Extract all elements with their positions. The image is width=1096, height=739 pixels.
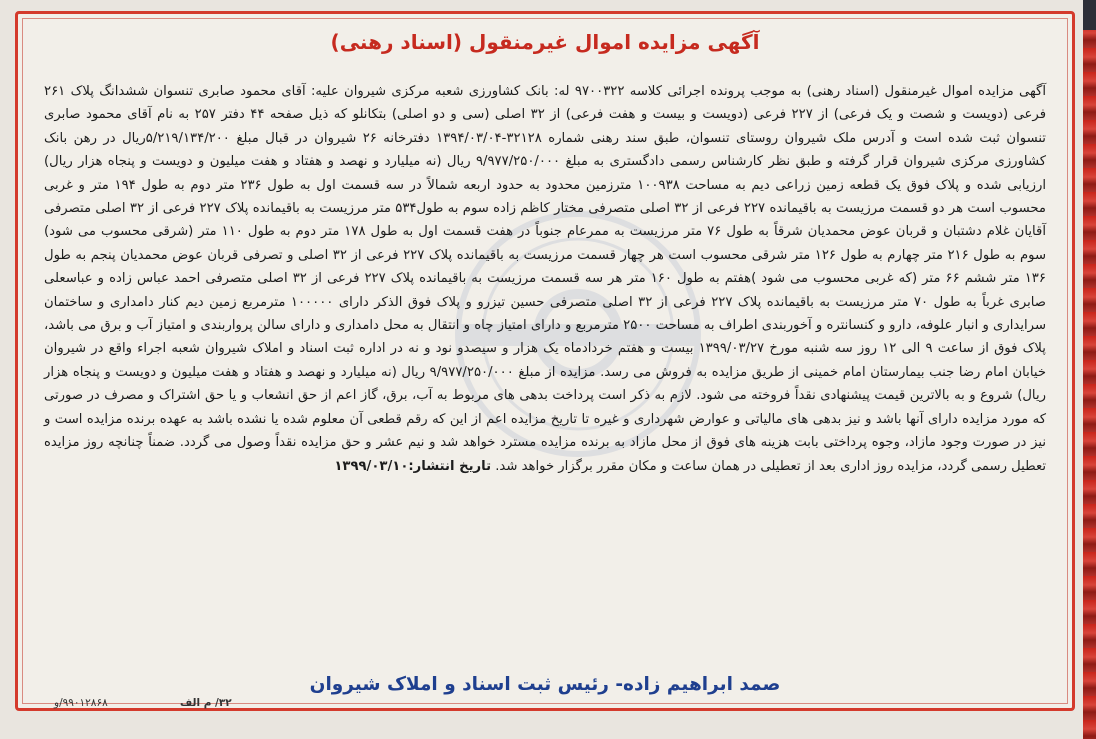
auction-notice	[15, 11, 1075, 711]
publication-date-label: تاریخ انتشار:	[408, 458, 492, 474]
notice-signature: صمد ابراهیم زاده- رئیس ثبت اسناد و املاک شیروان	[309, 674, 781, 695]
notice-title: آگهی مزایده اموال غیرمنقول (اسناد رهنی)	[330, 30, 760, 54]
adjacent-ad-edge-top	[1083, 0, 1096, 30]
notice-body	[44, 80, 1046, 478]
notice-body-text: آگهی مزایده اموال غیرمنقول (اسناد رهنی) به موجب پرونده اجرائی کلاسه ۹۷۰۰۳۲۲ له: بانک کشاورزی شعبه مرکزی شیروان علیه: آقای محمود صابری تنسوان ششدانگ پلاک ۲۶۱ فرعی (دویست و شصت و یک فرعی) از ۲۲۷ فرعی (دویست و بیست و هفت فرعی) از ۳۲ اصلی (سی و دو اصلی) بتکانلو که ذیل صفحه ۴۴ دفتر ۲۵۷ به نام آقای محمود صابری تنسوان ثبت شده است و آدرس ملک شیروان روستای تنسوان، طبق سند رهنی شماره ۳۲۱۲۸-۱۳۹۴/۰۳/۰۴ دفترخانه ۲۶ شیروان در قبال مبلغ ۵/۲۱۹/۱۳۴/۲۰۰ریال در رهن بانک کشاورزی مرکزی شیروان قرار گرفته و طبق نظر کارشناس رسمی دادگستری به مبلغ ۹/۹۷۷/۲۵۰/۰۰۰ ریال (نه میلیارد و نهصد و هفتاد و هفت میلیون و دویست و پنجاه هزار ریال) ارزیابی شده و پلاک فوق یک قطعه زمین زراعی دیم به مساحت ۱۰۰۹۳۸ مترزمین محدود به حدود اربعه شمالاً در سه قسمت اول به طول ۲۳۶ متر دوم به طول ۱۹۴ متر و غربی محسوب است هر دو قسمت مرزیست به باقیمانده ۲۲۷ فرعی از ۳۲ اصلی متصرفی مختار کاظم زاده سوم به طول۵۳۴ متر مرزیست به باقیمانده پلاک ۲۲۷ فرعی از ۳۲ اصلی متصرفی آقایان غلام دشتبان و قربان عوض محمدیان شرقاً به طول ۷۶ متر مرزیست به ممرعام جنوباً در هفت قسمت اول به طول ۱۷۸ متر دوم به طول ۱۱۰ متر (شرقی محسوب می شود) سوم به طول ۲۱۶ متر چهارم به طول ۱۲۶ متر شرقی محسوب است هر چهار قسمت مرزیست به باقیمانده پلاک ۲۲۷ فرعی از ۳۲ اصلی و تصرفی قربان عوض محمدیان پنجم به طول ۱۳۶ متر ششم ۶۶ متر (که غربی محسوب می شود )هفتم به طول ۱۶۰ متر هر سه قسمت مرزیست به باقیمانده پلاک ۲۲۷ فرعی از ۳۲ اصلی متصرفی احمد عباس زاده و عباسعلی صابری غرباً به طول ۷۰ متر مرزیست به باقیمانده پلاک ۲۲۷ فرعی از ۳۲ اصلی متصرفی حسین تیزرو و پلاک فوق الذکر دارای ۱۰۰۰۰۰ مترمربع زمین دیم کنار دامداری و ساختمان سرایداری و انبار علوفه، دارو و کنسانتره و آخوربندی اطراف به مساحت ۲۵۰۰ مترمربع و دارای امتیاز چاه و انتقال به محل دامداری و دارای سالن پرواربندی و امتیاز آب و برق می باشد، پلاک فوق از ساعت ۹ الی ۱۲ روز سه شنبه مورخ ۱۳۹۹/۰۳/۲۷ بیست و هفتم خردادماه یک هزار و سیصدو نود و نه در اداره ثبت اسناد و املاک شیروان شعبه اجراء واقع در شیروان خیابان امام رضا جنب بیمارستان امام خمینی از طریق مزایده به فروش می رسد. مزایده از مبلغ ۹/۹۷۷/۲۵۰/۰۰۰ ریال (نه میلیارد و نهصد و هفتاد و هفت میلیون و دویست و پنجاه هزار ریال) شروع و به بالاترین قیمت پیشنهادی نقداً فروخته می شود. لازم به ذکر است پرداخت بدهی های مربوط به آب، برق، گاز اعم از حق انشعاب و یا حق اشتراک و مصرف در صورتی که مورد مزایده دارای آنها باشد و نیز بدهی های مالیاتی و عوارض شهرداری و غیره تا تاریخ مزایده اعم از این که رقم قطعی آن معلوم شده یا نشده باشد به عهده برنده مزایده است و نیز در صورت وجود مازاد، وجوه پرداختی بابت هزینه های فوق از محل مازاد به برنده مزایده مسترد خواهد شد و نیم عشر و حق مزایده نقداً وصول می گردد. ضمناً چنانچه روز مزایده تعطیل رسمی گردد، مزایده روز اداری بعد از تعطیلی در همان ساعت و مکان مقرر برگزار خواهد شد.	[44, 84, 1047, 474]
publication-date: ۱۳۹۹/۰۳/۱۰	[334, 458, 409, 474]
reference-code: ۳۲/ م الف	[180, 697, 232, 709]
serial-number: ۹۹۰۱۲۸۶۸/و	[54, 697, 108, 709]
adjacent-ad-edge	[1083, 0, 1096, 739]
